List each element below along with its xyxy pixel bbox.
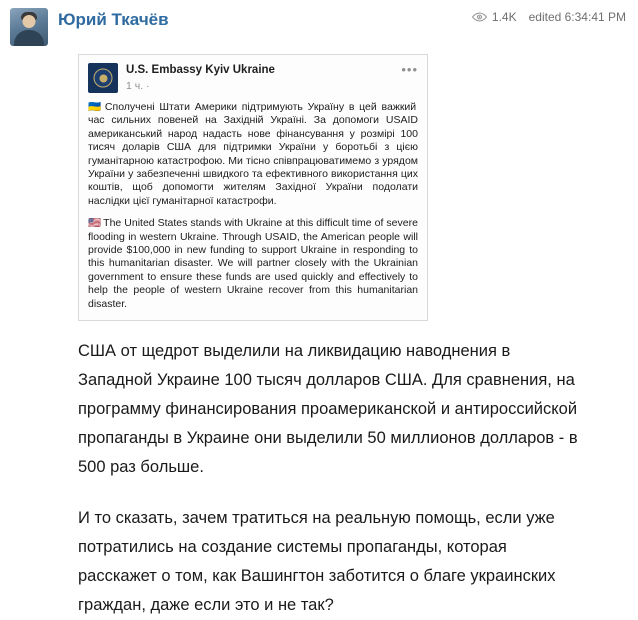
post-author-name[interactable]: Юрий Ткачёв <box>58 10 169 29</box>
avatar-body <box>14 30 44 46</box>
quoted-text-en: The United States stands with Ukraine at this difficult time of severe flooding in western Ukraine. Through USAID, the American people will provide $100,000 in new funding to support Ukraine in responding to this humanitarian disaster. We will partner closely with the Ukrainian government to ensure these funds are used quickly and effectively to help the people of western Ukraine recover from this humanitarian disaster. <box>88 217 418 310</box>
quoted-text-ua: Сполучені Штати Америки підтримують Україну в цей важкий час сильних повеней на Західній Україні. За допомоги USAID американський народ надасть нове фінансування у розмірі 100 тисяч доларів США для підтримки України у боротьбі з цією гуманітарною катастрофою. Ми тісно співпрацюватимемо з урядом України у забезпеченні швидкого та ефективного використання цих коштів, щоб допомогти жителям Західної України подолати наслідки цієї гуманітарної катастрофи. <box>88 101 418 207</box>
quoted-post-author[interactable]: U.S. Embassy Kyiv Ukraine <box>126 64 275 76</box>
quoted-paragraph-ua <box>88 101 418 208</box>
quoted-post-time: 1 ч. · <box>126 80 150 92</box>
more-options-icon[interactable]: ••• <box>401 62 418 77</box>
eye-icon <box>472 12 487 22</box>
post-meta <box>472 10 626 24</box>
post-paragraph-2: И то сказать, зачем тратиться на реальную помощь, если уже потратились на создание системы пропаганды, которая расскажет о том, как Вашингтон заботится о благе украинских граждан, даже если это и не так? <box>78 509 556 615</box>
avatar[interactable] <box>10 8 48 46</box>
quoted-paragraph-en <box>88 217 418 311</box>
quoted-post-body <box>88 101 418 311</box>
ukraine-flag-icon: 🇺🇦 <box>88 101 103 113</box>
seal-ring <box>94 69 113 88</box>
quoted-post-card[interactable] <box>78 54 428 321</box>
edited-timestamp: edited 6:34:41 PM <box>528 10 626 24</box>
quoted-post-identity <box>126 63 275 93</box>
post-body <box>78 337 578 620</box>
post-paragraph-1: США от щедрот выделили на ликвидацию наводнения в Западной Украине 100 тысяч долларов США. Для сравнения, на программу финансирования проамериканской и антироссийской пропаганды в Украине они выделили 50 миллионов долларов - в 500 раз больше. <box>78 342 578 477</box>
avatar-face <box>23 15 36 28</box>
usa-flag-icon: 🇺🇸 <box>88 217 102 230</box>
views-count: 1.4K <box>491 10 517 24</box>
quoted-post-header <box>88 63 418 93</box>
embassy-seal-icon[interactable] <box>88 63 118 93</box>
